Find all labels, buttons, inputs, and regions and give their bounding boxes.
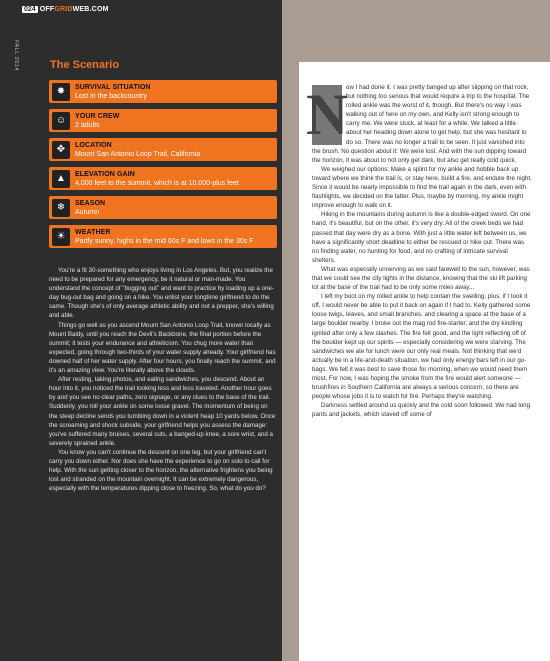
page-number: 024: [24, 5, 36, 13]
item-label: YOUR CREW: [75, 112, 120, 120]
paragraph: I left my boot on my rolled ankle to help contain the swelling, plus, if I took it off, I would never be able to put it back on again if I had to. Kelly gathered some loose twigs, leaves, and small branches, and clearing a space at the base of a large boulder nearby. I broke out the mag rod fire-starter, and the dry kindling ignited after only a few slashes. The fire felt good, and the light reflecting off of the boulder kept up our spirits — especially considering we were starving. The sandwiches we ate for lunch were our only real meals. Not thinking that we'd actually be in a life-and-death situation, we had only energy bars left in our go-bags. We felt it was best to save those for morning, when we would need them most. For now, I was hoping the smoke from the fire would alert someone — brushfires in Southern California are always a serious concern, so there are people whose jobs it is to watch for fire. Perhaps they're watching.: [312, 293, 531, 401]
drop-cap-letter: N: [306, 82, 348, 147]
paragraph: Things go well as you ascend Mount San Antonio Loop Trail, known locally as Mount Baldy, until you reach the Devil's Backbone, the final portion before the summit; it tests your endurance and athleticism. You chug more water than expected, going through two-thirds of your water supply already. Your girlfriend has downed half of her water supply. After four hours, you finally reach the summit, and it's an amazing view. You're literally above the clouds.: [49, 321, 276, 375]
item-label: ELEVATION GAIN: [75, 170, 135, 178]
paragraph: Darkness settled around us quickly and the cold soon followed. We had long pants and jackets, which staved off some of: [312, 402, 531, 419]
item-label: WEATHER: [75, 228, 111, 236]
issue-label: FALL 2014: [13, 40, 19, 71]
site-suffix: WEB.COM: [72, 5, 109, 13]
scenario-item-elevation: [49, 167, 277, 190]
scenario-title: The Scenario: [50, 59, 120, 71]
paragraph: After resting, taking photos, and eating sandwiches, you descend. About an hour into it, you noticed the trail looking less and less traveled. Another hour goes by and you see no clear paths, zero signage, or any clues to the base of the trail. Suddenly, you roll your ankle on some loose gravel. The momentum of being on the steep decline sends you tumbling down in a violent heap 10 yards below. Once the screaming and shock subside, your girlfriend helps you assess the damage: you've suffered many bruises, several cuts, a banged-up knee, a sore wrist, and a severely sprained ankle.: [49, 376, 276, 447]
left-article-body: [49, 266, 277, 493]
page-header: [22, 3, 109, 15]
scenario-item-season: [49, 196, 277, 219]
item-value: Mount San Antonio Loop Trail, California: [75, 150, 201, 158]
item-label: SURVIVAL SITUATION: [75, 83, 151, 91]
scenario-item-location: [49, 138, 277, 161]
item-label: SEASON: [75, 199, 106, 207]
item-value: 2 adults: [75, 121, 100, 129]
mountain-icon: ▲: [52, 170, 70, 188]
paragraph: We weighed our options: Make a splint for my ankle and hobble back up toward where we think the trail is, or stay here, build a fire, and endure the night. Since it would be nearly impossible to find the trail again in the dark, even with flashlights, we decided on the latter. Plus, maybe by morning, my ankle might improve enough to walk on it.: [312, 165, 532, 210]
item-value: Lost in the backcountry: [75, 92, 147, 100]
site-prefix: OFF: [39, 5, 55, 13]
right-article-body: [306, 82, 532, 419]
scenario-item-survival: [49, 80, 277, 103]
item-value: Partly sunny, highs in the mid 60s F and lows in the 30s F: [75, 237, 254, 245]
item-value: Autumn: [75, 208, 100, 216]
paragraph: You're a fit 30-something who enjoys living in Los Angeles. But, you realize the need to be prepared for any emergency, be it natural or man-made. You understand the concept of "bugging out" and want to practice by loading up a one-day bug-out bag and going on a hike. You enlist your longtime girlfriend to do the same. Though she's of only average athletic ability and not a prepper, she's willing and able.: [49, 267, 274, 320]
people-icon: ☺: [52, 112, 70, 130]
paragraph: ow I had done it. I was pretty banged up after slipping on that rock, but nothing too serious that would require a trip to the hospital. The rolled ankle was the worst of it, though. But there's no way I was walking out of here on my own, and Kelly isn't strong enough to carry me. We were stuck, at least for a while. We talked a little about her heading down alone to get help, but she was hesitant to do so. There was no longer a trail to be seen. It just vanished into the brush. No question about it: We were lost. And with the sun dipping toward the horizon, it was about to not only get dark, but also get really cold quick.: [312, 84, 530, 164]
paragraph: Hiking in the mountains during autumn is like a double-edged sword. On one hand, it's beautiful, but on the other, it's very dry. All of the creek beds we had passed that day were dry as a bone. With just a little water left between us, we have a significantly short deadline to either be rescued or hike out. There was no finding water, no hunting for food, and no crafting of intricate survival shelters.: [312, 211, 531, 264]
scenario-boxes: [49, 80, 277, 254]
item-label: LOCATION: [75, 141, 112, 149]
sun-icon: ☀: [52, 228, 70, 246]
paragraph: What was especially unnerving as we said farewell to the sun, however, was that we could see the city lights in the distance, knowing that the ski lift parking lot at the base of the trail had to be only some miles away...: [312, 265, 530, 292]
paragraph: You know you can't continue the descent on one leg, but your girlfriend can't carry you down either. Nor does she have the experience to go on solo to call for help. With the sun getting closer to the horizon, the alternative frightens you being lost and stranded on the mountain overnight. It can be extremely dangerous, especially with the temperatures dipping close to freezing. So, what do you do?: [49, 448, 273, 493]
explosion-icon: ✸: [52, 83, 70, 101]
drop-cap: [306, 82, 348, 147]
site-name: [40, 6, 109, 13]
snowflake-icon: ❄: [52, 199, 70, 217]
scenario-item-weather: [49, 225, 277, 248]
scenario-item-crew: [49, 109, 277, 132]
site-highlight: GRID: [54, 5, 73, 13]
item-value: 4,000 feet to the summit, which is at 10,000-plus feet: [75, 179, 239, 187]
compass-icon: ✥: [52, 141, 70, 159]
